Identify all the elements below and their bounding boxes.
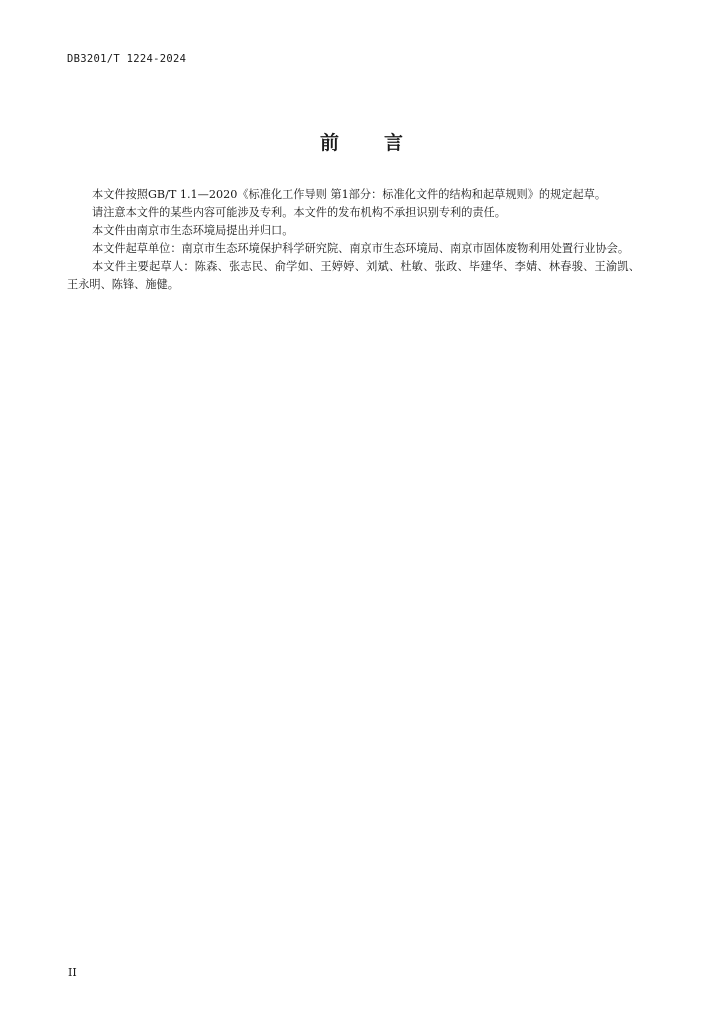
page-number: II [68,966,77,979]
paragraph-drafting-units: 本文件起草单位：南京市生态环境保护科学研究院、南京市生态环境局、南京市固体废物利用处置行业协会。 [92,242,630,255]
paragraph-standard-reference: 本文件按照GB/T 1.1—2020《标准化工作导则 第1部分：标准化文件的结构和起草规则》的规定起草。 [92,188,607,201]
paragraph-drafters: 本文件主要起草人：陈森、张志民、俞学如、王婷婷、刘斌、杜敏、张政、毕建华、李婧、林春骏、王渝凯、王永明、陈锋、施健。 [67,260,640,291]
foreword-body [67,186,640,294]
title-char-2: 言 [384,132,405,154]
paragraph-proposer: 本文件由南京市生态环境局提出并归口。 [92,224,294,237]
page-title [0,128,724,155]
title-char-1: 前 [319,132,340,154]
document-code: DB3201/T 1224-2024 [67,53,187,65]
paragraph-patent-notice: 请注意本文件的某些内容可能涉及专利。本文件的发布机构不承担识别专利的责任。 [92,206,506,219]
